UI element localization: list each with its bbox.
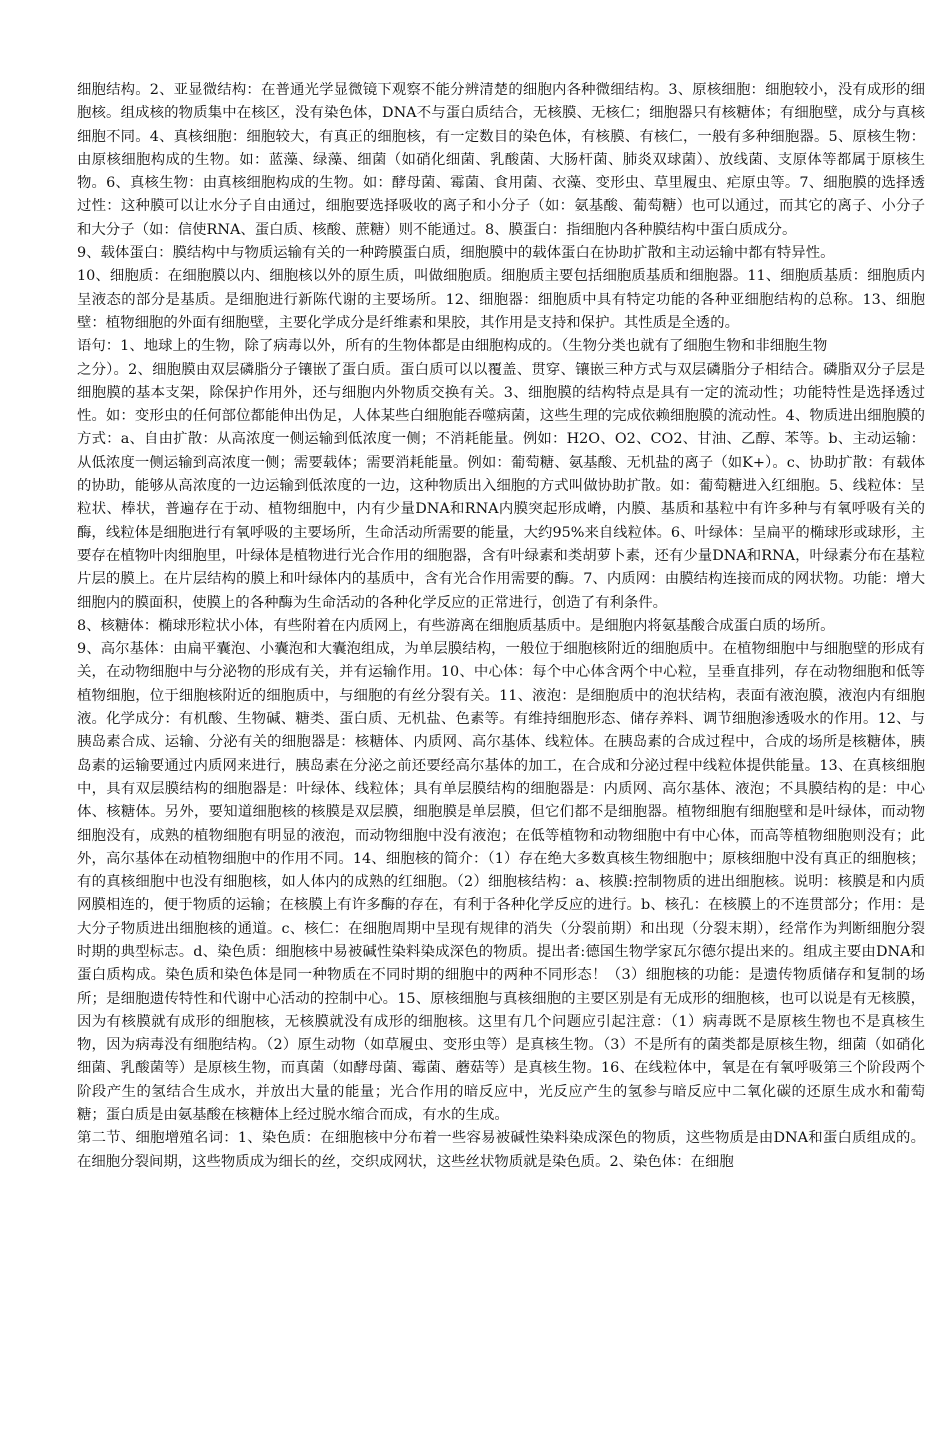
paragraph-ribosome: 8、核糖体：椭球形粒状小体，有些附着在内质网上，有些游离在细胞质基质中。是细胞内将氨基酸合成蛋白质的场所。 [77,617,835,634]
paragraph-golgi-and-nucleus: 9、高尔基体：由扁平囊泡、小囊泡和大囊泡组成，为单层膜结构，一般位于细胞核附近的细胞质中。在植物细胞中与细胞壁的形成有关，在动物细胞中与分泌物的形成有关，并有运输作用。10、中心体：每个中心体含两个中心粒，呈垂直排列，存在动物细胞和低等植物细胞，位于细胞核附近的细胞质中，与细胞的有丝分裂有关。11、液泡：是细胞质中的泡状结构，表面有液泡膜，液泡内有细胞液。化学成分：有机酸、生物碱、糖类、蛋白质、无机盐、色素等。有维持细胞形态、储存养料、调节细胞渗透吸水的作用。12、与胰岛素合成、运输、分泌有关的细胞器是：核糖体、内质网、高尔基体、线粒体。在胰岛素的合成过程中，合成的场所是核糖体，胰岛素的运输要通过内质网来进行，胰岛素在分泌之前还要经高尔基体的加工，在合成和分泌过程中线粒体提供能量。13、在真核细胞中，具有双层膜结构的细胞器是：叶绿体、线粒体；具有单层膜结构的细胞器是：内质网、高尔基体、液泡；不具膜结构的是：中心体、核糖体。另外，要知道细胞核的核膜是双层膜，细胞膜是单层膜，但它们都不是细胞器。植物细胞有细胞壁和是叶绿体，而动物细胞没有，成熟的植物细胞有明显的液泡，而动物细胞中没有液泡；在低等植物和动物细胞中有中心体，而高等植物细胞则没有；此外，高尔基体在动植物细胞中的作用不同。14、细胞核的简介：（1）存在绝大多数真核生物细胞中；原核细胞中没有真正的细胞核；有的真核细胞中也没有细胞核，如人体内的成熟的红细胞。（2）细胞核结构：a、核膜:控制物质的进出细胞核。说明：核膜是和内质网膜相连的，便于物质的运输；在核膜上有许多酶的存在，有利于各种化学反应的进行。b、核孔：在核膜上的不连贯部分；作用：是大分子物质进出细胞核的通道。c、核仁：在细胞周期中呈现有规律的消失（分裂前期）和出现（分裂末期），经常作为判断细胞分裂时期的典型标志。d、染色质：细胞核中易被碱性染料染成深色的物质。提出者:德国生物学家瓦尔德尔提出来的。组成主要由DNA和蛋白质构成。染色质和染色体是同一种物质在不同时期的细胞中的两种不同形态！（3）细胞核的功能：是遗传物质储存和复制的场所；是细胞遗传特性和代谢中心活动的控制中心。15、原核细胞与真核细胞的主要区别是有无成形的细胞核，也可以说是有无核膜，因为有核膜就有成形的细胞核，无核膜就没有成形的细胞核。这里有几个问题应引起注意：（1）病毒既不是原核生物也不是真核生物，因为病毒没有细胞结构。（2）原生动物（如草履虫、变形虫等）是真核生物。（3）不是所有的菌类都是原核生物，细菌（如硝化细菌、乳酸菌等）是原核生物，而真菌（如酵母菌、霉菌、蘑菇等）是真核生物。16、在线粒体中，氧是在有氧呼吸第三个阶段两个阶段产生的氢结合生成水，并放出大量的能量；光合作用的暗反应中，光反应产生的氢参与暗反应中二氧化碳的还原生成水和葡萄糖；蛋白质是由氨基酸在核糖体上经过脱水缩合而成，有水的生成。 [77,641,925,1124]
paragraph-membrane-and-organelles: 之分）。2、细胞膜由双层磷脂分子镶嵌了蛋白质。蛋白质可以以覆盖、贯穿、镶嵌三种方式与双层磷脂分子相结合。磷脂双分子层是细胞膜的基本支架，除保护作用外，还与细胞内外物质交换有关。3、细胞膜的结构特点是具有一定的流动性；功能特性是选择透过性。如：变形虫的任何部位都能伸出伪足，人体某些白细胞能吞噬病菌，这些生理的完成依赖细胞膜的流动性。4、物质进出细胞膜的方式：a、自由扩散：从高浓度一侧运输到低浓度一侧；不消耗能量。例如：H2O、O2、CO2、甘油、乙醇、苯等。b、主动运输：从低浓度一侧运输到高浓度一侧；需要载体；需要消耗能量。例如：葡萄糖、氨基酸、无机盐的离子（如K+）。c、协助扩散：有载体的协助，能够从高浓度的一边运输到低浓度的一边，这种物质出入细胞的方式叫做协助扩散。如：葡萄糖进入红细胞。5、线粒体：呈粒状、棒状，普遍存在于动、植物细胞中，内有少量DNA和RNA内膜突起形成嵴，内膜、基质和基粒中有许多种与有氧呼吸有关的酶，线粒体是细胞进行有氧呼吸的主要场所，生命活动所需要的能量，大约95%来自线粒体。6、叶绿体：呈扁平的椭球形或球形，主要存在植物叶肉细胞里，叶绿体是植物进行光合作用的细胞器，含有叶绿素和类胡萝卜素，还有少量DNA和RNA，叶绿素分布在基粒片层的膜上。在片层结构的膜上和叶绿体内的基质中，含有光合作用需要的酶。7、内质网：由膜结构连接而成的网状物。功能：增大细胞内的膜面积，使膜上的各种酶为生命活动的各种化学反应的正常进行，创造了有利条件。 [77,361,925,611]
paragraph-statements-intro: 语句：1、地球上的生物，除了病毒以外，所有的生物体都是由细胞构成的。（生物分类也就有了细胞生物和非细胞生物 [77,338,828,355]
document-body [77,79,925,1174]
paragraph-section-two-cell-division: 第二节、细胞增殖名词：1、染色质：在细胞核中分布着一些容易被碱性染料染成深色的物质，这些物质是由DNA和蛋白质组成的。在细胞分裂间期，这些物质成为细长的丝，交织成网状，这些丝状物质就是染色质。2、染色体：在细胞 [77,1130,925,1170]
paragraph-cell-structure-definitions: 细胞结构。2、亚显微结构：在普通光学显微镜下观察不能分辨清楚的细胞内各种微细结构。3、原核细胞：细胞较小，没有成形的细胞核。组成核的物质集中在核区，没有染色体，DNA不与蛋白质结合，无核膜、无核仁；细胞器只有核糖体；有细胞壁，成分与真核细胞不同。4、真核细胞：细胞较大，有真正的细胞核，有一定数目的染色体，有核膜、有核仁，一般有多种细胞器。5、原核生物：由原核细胞构成的生物。如：蓝藻、绿藻、细菌（如硝化细菌、乳酸菌、大肠杆菌、肺炎双球菌）、放线菌、支原体等都属于原核生物。6、真核生物：由真核细胞构成的生物。如：酵母菌、霉菌、食用菌、衣藻、变形虫、草里履虫、疟原虫等。7、细胞膜的选择透过性：这种膜可以让水分子自由通过，细胞要选择吸收的离子和小分子（如：氨基酸、葡萄糖）也可以通过，而其它的离子、小分子和大分子（如：信使RNA、蛋白质、核酸、蔗糖）则不能通过。8、膜蛋白：指细胞内各种膜结构中蛋白质成分。 [77,82,925,238]
paragraph-cytoplasm: 10、细胞质：在细胞膜以内、细胞核以外的原生质，叫做细胞质。细胞质主要包括细胞质基质和细胞器。11、细胞质基质：细胞质内呈液态的部分是基质。是细胞进行新陈代谢的主要场所。12、细胞器：细胞质中具有特定功能的各种亚细胞结构的总称。13、细胞壁：植物细胞的外面有细胞壁，主要化学成分是纤维素和果胶，其作用是支持和保护。其性质是全透的。 [77,268,925,331]
paragraph-carrier-protein: 9、载体蛋白：膜结构中与物质运输有关的一种跨膜蛋白质，细胞膜中的载体蛋白在协助扩散和主动运输中都有特异性。 [77,245,835,262]
